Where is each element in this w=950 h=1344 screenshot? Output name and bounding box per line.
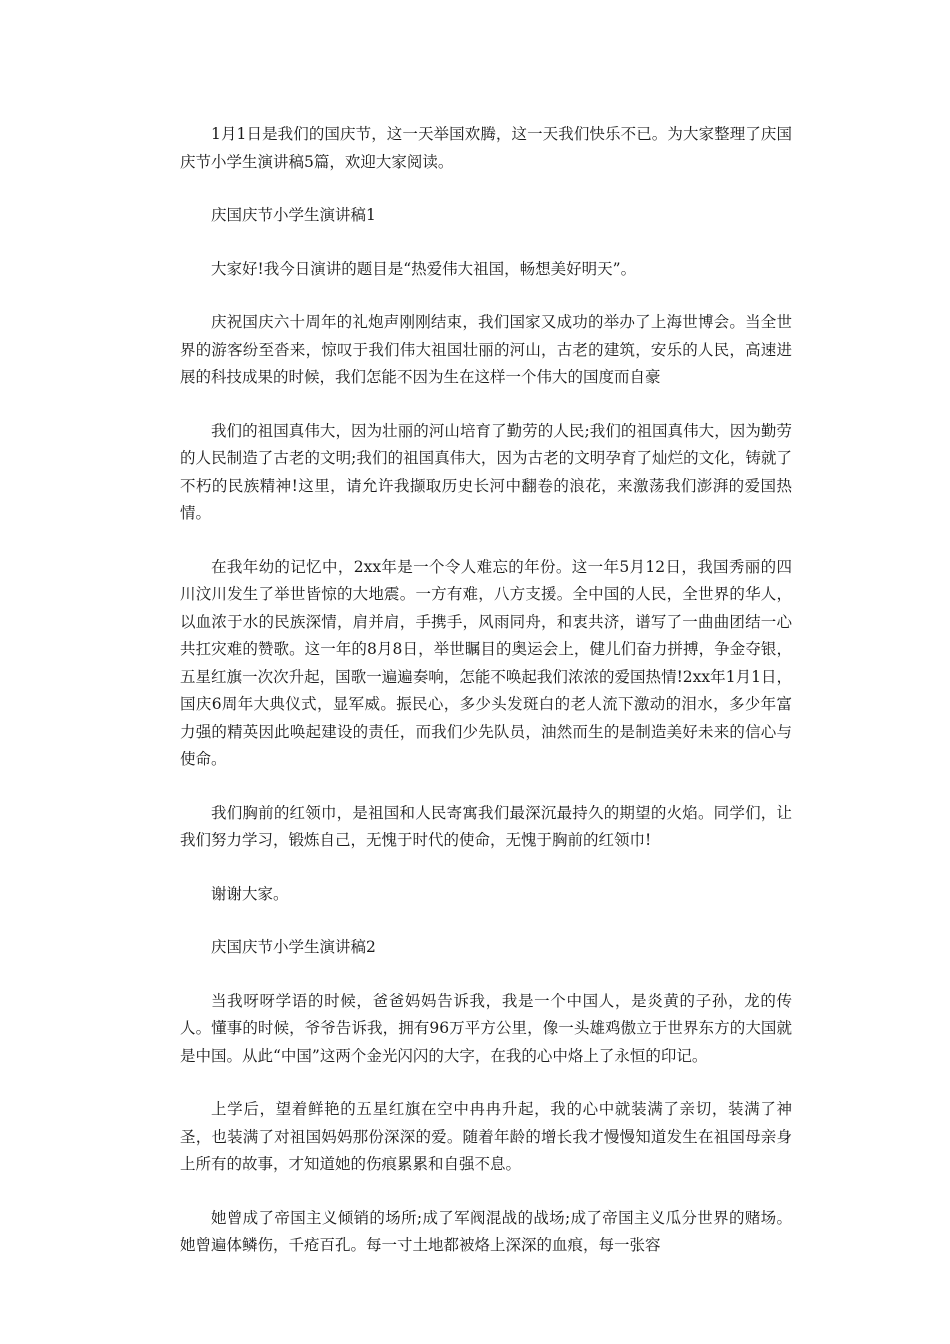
speech-1-paragraph-3: 我们的祖国真伟大，因为壮丽的河山培育了勤劳的人民;我们的祖国真伟大，因为勤劳的人民制造了古老的文明;我们的祖国真伟大，因为古老的文明孕育了灿烂的文化，铸就了不朽的民族精神!这里，请允许我撷取历史长河中翻卷的浪花，来激荡我们澎湃的爱国热情。: [180, 421, 792, 522]
speech-1-title: 庆国庆节小学生演讲稿1: [211, 206, 376, 224]
speech-2-paragraph-3: 她曾成了帝国主义倾销的场所;成了军阀混战的战场;成了帝国主义瓜分世界的赌场。她曾遍体鳞伤，千疮百孔。每一寸土地都被烙上深深的血痕，每一张容: [180, 1208, 792, 1254]
speech-1-paragraph-2: 庆祝国庆六十周年的礼炮声刚刚结束，我们国家又成功的举办了上海世博会。当全世界的游客纷至沓来，惊叹于我们伟大祖国壮丽的河山，古老的建筑，安乐的人民，高速进展的科技成果的时候，我们怎能不因为生在这样一个伟大的国度而自豪: [180, 313, 792, 386]
intro-paragraph: 1月1日是我们的国庆节，这一天举国欢腾，这一天我们快乐不已。为大家整理了庆国庆节小学生演讲稿5篇，欢迎大家阅读。: [180, 125, 792, 171]
speech-1-paragraph-4: 在我年幼的记忆中，2xx年是一个令人难忘的年份。这一年5月12日，我国秀丽的四川汶川发生了举世皆惊的大地震。一方有难，八方支援。全中国的人民，全世界的华人，以血浓于水的民族深情，肩并肩，手携手，风雨同舟，和衷共济，谱写了一曲曲团结一心共扛灾难的赞歌。这一年的8月8日，举世瞩目的奥运会上，健儿们奋力拼搏，争金夺银，五星红旗一次次升起，国歌一遍遍奏响，怎能不唤起我们浓浓的爱国热情!2xx年1月1日，国庆6周年大典仪式，显军威。振民心，多少头发斑白的老人流下激动的泪水，多少年富力强的精英因此唤起建设的责任，而我们少先队员，油然而生的是制造美好未来的信心与使命。: [180, 557, 792, 768]
speech-1-paragraph-1: 大家好!我今日演讲的题目是“热爱伟大祖国，畅想美好明天”。: [211, 259, 637, 278]
document-body: [180, 121, 792, 1286]
speech-2-paragraph-2: 上学后，望着鲜艳的五星红旗在空中冉冉升起，我的心中就装满了亲切，装满了神圣，也装满了对祖国妈妈那份深深的爱。随着年龄的增长我才慢慢知道发生在祖国母亲身上所有的故事，才知道她的伤痕累累和自强不息。: [180, 1100, 792, 1173]
speech-2-title: 庆国庆节小学生演讲稿2: [211, 938, 376, 956]
speech-1-paragraph-6: 谢谢大家。: [211, 884, 289, 903]
speech-2-paragraph-1: 当我呀呀学语的时候，爸爸妈妈告诉我，我是一个中国人，是炎黄的子孙，龙的传人。懂事的时候，爷爷告诉我，拥有96万平方公里，像一头雄鸡傲立于世界东方的大国就是中国。从此“中国”这两个金光闪闪的大字，在我的心中烙上了永恒的印记。: [180, 991, 792, 1065]
speech-1-paragraph-5: 我们胸前的红领巾，是祖国和人民寄寓我们最深沉最持久的期望的火焰。同学们，让我们努力学习，锻炼自己，无愧于时代的使命，无愧于胸前的红领巾!: [180, 803, 792, 849]
